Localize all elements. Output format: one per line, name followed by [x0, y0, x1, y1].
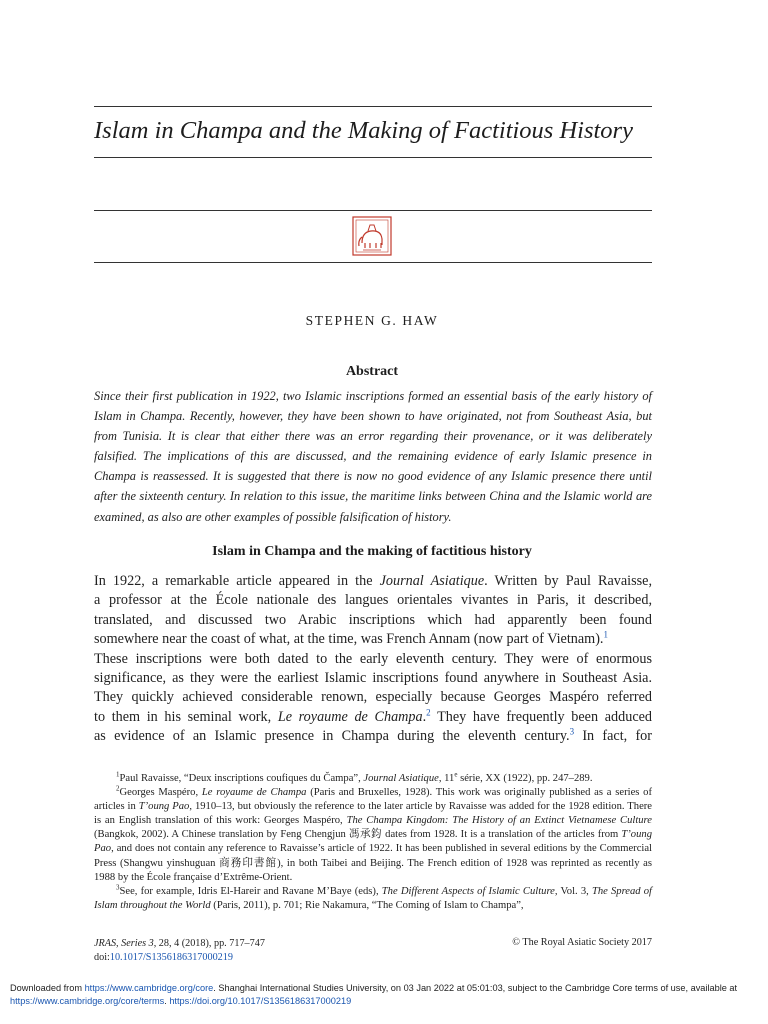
body-paragraph — [94, 572, 652, 747]
footnote-ref-2[interactable]: 2 — [426, 707, 431, 718]
top-rule-1 — [94, 106, 652, 107]
download-notice: Downloaded from https://www.cambridge.org/core. Shanghai International Studies University, on 03 Jan 2022 at 05:01:03, subject to the Cambridge Core terms of use, available at https://www.cambridge.org/core/terms. https://doi.org/10.1017/S1356186317000219 — [10, 983, 738, 1006]
body-line: translated, and discussed two Arabic inscriptions which had apparently been found — [94, 611, 652, 628]
body-line: to them in his seminal work, Le royaume de Champa.$^2$ They have frequently been adduced — [94, 707, 653, 725]
body-line: They quickly achieved considerable renown, especially because Georges Maspéro referred — [94, 689, 652, 706]
doi-link[interactable]: 10.1017/S1356186317000219 — [109, 952, 233, 963]
footnote-2: $^2$Georges Maspéro, Le royaume de Champa (Paris and Bruxelles, 1928). This work was originally published as a series of articles in T’oung Pao, 1910–13, but obviously the reference to the later article by Ravaisse was added for the 1928 edition. There is an English translation of this work: Georges Maspéro, The Champa Kingdom: The History of an Extinct Vietnamese Culture (Bangkok, 2002). A Chinese translation by Feng Chengjun 馮承鈞 dates from 1928. It is a translation of the articles from T’oung Pao, and does not contain any reference to Ravaisse’s article of 1922. It has been published in several editions by the Commercial Press (Shangwu yinshuguan 商務印書館), in both Taibei and Beijing. The French edition of 1928 was reprinted as recently as 1988 by the École française d’Extrême-Orient. — [94, 784, 652, 883]
cambridge-core-link[interactable]: https://www.cambridge.org/core — [84, 983, 214, 993]
logo-rule-bottom — [94, 262, 652, 263]
body-line: as evidence of an Islamic presence in Champa during the eleventh century.$^3$ In fact, for — [94, 726, 653, 745]
abstract-heading: Abstract — [345, 364, 399, 379]
body-line: a professor at the École nationale des langues orientales vivantes in Paris, it described, — [94, 592, 652, 609]
footnote-ref-1[interactable]: 1 — [603, 629, 608, 640]
footnote-1: $^1$Paul Ravaisse, “Deux inscriptions coufiques du Čampa”, Journal Asiatique, 11e série, XX (1922), pp. 247–289. — [116, 770, 593, 784]
body-line: somewhere near the coast of what, at the time, was French Annam (now part of Vietnam).$^1$ — [94, 629, 608, 648]
society-logo — [351, 215, 393, 257]
body-line: significance, as they were the earliest Islamic inscriptions found anywhere in Southeast Asia. — [94, 670, 652, 687]
logo-rule-top — [94, 210, 652, 211]
footnote-ref-3[interactable]: 3 — [569, 726, 575, 737]
top-rule-2 — [94, 157, 652, 158]
doi-url-link[interactable]: https://doi.org/10.1017/S1356186317000219 — [169, 995, 352, 1006]
section-heading: Islam in Champa and the making of factitious history — [212, 544, 532, 559]
footnote-3: $^3$See, for example, Idris El-Hareir and Ravane M’Baye (eds), The Different Aspects of Islamic Culture, Vol. 3, The Spread of Islam throughout the World (Paris, 2011), p. 701; Rie Nakamura, “The Coming of Islam to Champa”, — [94, 883, 653, 911]
author-name: STEPHEN G. HAW — [305, 313, 439, 328]
abstract-text: Since their first publication in 1922, two Islamic inscriptions formed an essential basis of the early history of Islam in Champa. Recently, however, they have been shown to have originated, not from Southeast Asia, but from Tunisia. It is clear that either there was an error regarding their provenance, or it was deliberately falsified. The implications of this are discussed, and the remaining evidence of early Islamic presence in Champa is reassessed. It is suggested that there is now no good evidence of any Islamic presence there until after the sixteenth century. In relation to this issue, the maritime links between China and the Islamic world are examined, as also are other examples of possible falsification of history. — [94, 389, 652, 524]
copyright-notice: © The Royal Asiatic Society 2017 — [512, 937, 652, 948]
body-line: These inscriptions were both dated to the early eleventh century. They were of enormous — [94, 650, 652, 667]
body-line: In 1922, a remarkable article appeared in the Journal Asiatique. Written by Paul Ravaisse, — [94, 573, 652, 589]
terms-link[interactable]: https://www.cambridge.org/core/terms — [10, 995, 165, 1006]
footnotes — [94, 772, 652, 913]
article-title: Islam in Champa and the Making of Factitious History — [94, 117, 633, 144]
journal-citation: JRAS, Series 3, 28, 4 (2018), pp. 717–747 doi:10.1017/S1356186317000219 — [94, 938, 265, 963]
